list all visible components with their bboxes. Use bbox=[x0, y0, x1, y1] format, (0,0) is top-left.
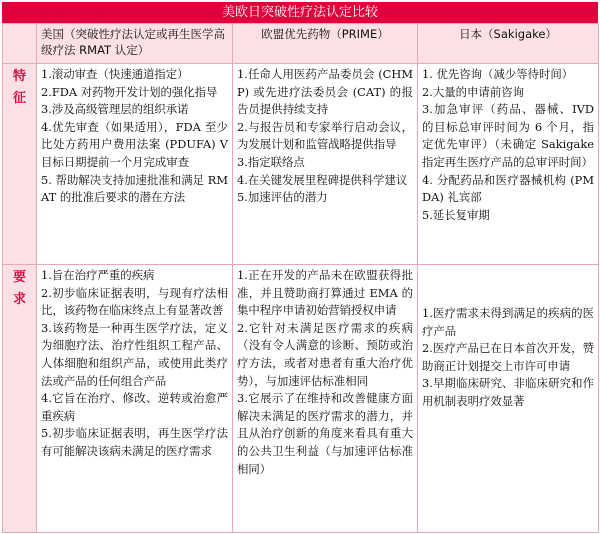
list-item: 5.延长复审期 bbox=[422, 207, 490, 222]
list-item: 4.优先审查（如果适用），FDA 至少比处方药用户费用法案 (PDUFA) V 目标日期提前一个月完成审查 bbox=[41, 119, 228, 169]
header-jp: 日本（Sakigake） bbox=[418, 24, 599, 64]
row-label-features bbox=[3, 64, 37, 265]
list-item: 2.医疗产品已在日本首次开发，赞助商正计划提交上市许可申请 bbox=[422, 341, 594, 373]
row-label-text: 特征 bbox=[12, 69, 26, 106]
list-item: 5.初步临床证据表明，再生医学疗法有可能解决该病未满足的医疗需求 bbox=[41, 426, 228, 458]
header-eu: 欧盟优先药物（PRIME） bbox=[233, 24, 418, 64]
list-item: 5. 帮助解决支持加速批准和满足 RMAT 的批准后要求的潜在方法 bbox=[41, 172, 228, 205]
list-item: 2.初步临床证据表明，与现有疗法相比，该药物在临床终点上有显著改善 bbox=[41, 285, 228, 318]
row-features bbox=[3, 64, 599, 265]
list-item: 1.旨在治疗严重的疾病 bbox=[41, 268, 155, 282]
cell-features-eu bbox=[233, 64, 418, 265]
list-item: 3.涉及高级管理层的组织承诺 bbox=[41, 102, 189, 117]
list-item: 1. 优先咨询（减少等待时间） bbox=[422, 67, 574, 81]
list-item: 4.在关键发展里程碑提供科学建议 bbox=[237, 172, 408, 187]
row-label-text: 要求 bbox=[12, 270, 26, 307]
list-item: 3.指定联络点 bbox=[237, 154, 305, 169]
cell-requirements-jp bbox=[418, 265, 599, 533]
list-item: 3.该药物是一种再生医学疗法，定义为细胞疗法、治疗性组织工程产品、人体细胞和组织产品，或使用此类疗法或产品的任何组合产品 bbox=[41, 320, 228, 388]
list-item: 1.滚动审查（快速通道指定） bbox=[41, 67, 189, 81]
list-item: 5.加速评估的潜力 bbox=[237, 190, 328, 205]
list-item: 2.与报告员和专家举行启动会议，为发展计划和监管战略提供指导 bbox=[237, 119, 413, 152]
list-item: 2.它针对未满足医疗需求的疾病（没有令人满意的诊断、预防或治疗方法，或者对患者有重大治疗优势），与加速评估标准相同 bbox=[237, 320, 413, 388]
list-item: 4. 分配药品和医疗器械机构 (PMDA) 礼宾部 bbox=[422, 172, 594, 205]
comparison-table bbox=[2, 23, 599, 533]
cell-features-jp bbox=[418, 64, 599, 265]
list-item: 3.它展示了在维持和改善健康方面解决未满足的医疗需求的潜力，并且从治疗创新的角度来看具有重大的公共卫生利益（与加速评估标准相同） bbox=[237, 391, 413, 476]
cell-requirements-us bbox=[37, 265, 233, 533]
list-item: 1.正在开发的产品未在欧盟获得批准，并且赞助商打算通过 EMA 的集中程序申请初始营销授权申请 bbox=[237, 268, 413, 318]
list-item: 3.加急审评（药品、器械、IVD 的目标总审评时间为 6 个月，指定优先审评）（未确定 Sakigake 指定再生医疗产品的总审评时间） bbox=[422, 102, 594, 169]
row-label-requirements bbox=[3, 265, 37, 533]
list-item: 3.早期临床研究、非临床研究和作用机制表明疗效显著 bbox=[422, 376, 594, 408]
list-item: 2.大量的申请前咨询 bbox=[422, 84, 524, 99]
row-requirements bbox=[3, 265, 599, 533]
list-item: 1.医疗需求未得到满足的疾病的医疗产品 bbox=[422, 306, 594, 338]
list-item: 1.任命人用医药产品委员会 (CHMP) 或先进疗法委员会 (CAT) 的报告员提供持续支持 bbox=[237, 67, 413, 117]
list-item: 2.FDA 对药物开发计划的强化指导 bbox=[41, 84, 218, 99]
list-item: 4.它旨在治疗、修改、逆转或治愈严重疾病 bbox=[41, 391, 228, 423]
cell-requirements-eu bbox=[233, 265, 418, 533]
header-row bbox=[3, 24, 599, 64]
cell-features-us bbox=[37, 64, 233, 265]
table-title: 美欧日突破性疗法认定比较 bbox=[2, 2, 598, 23]
header-corner bbox=[3, 24, 37, 64]
header-us: 美国（突破性疗法认定或再生医学高级疗法 RMAT 认定） bbox=[37, 24, 233, 64]
